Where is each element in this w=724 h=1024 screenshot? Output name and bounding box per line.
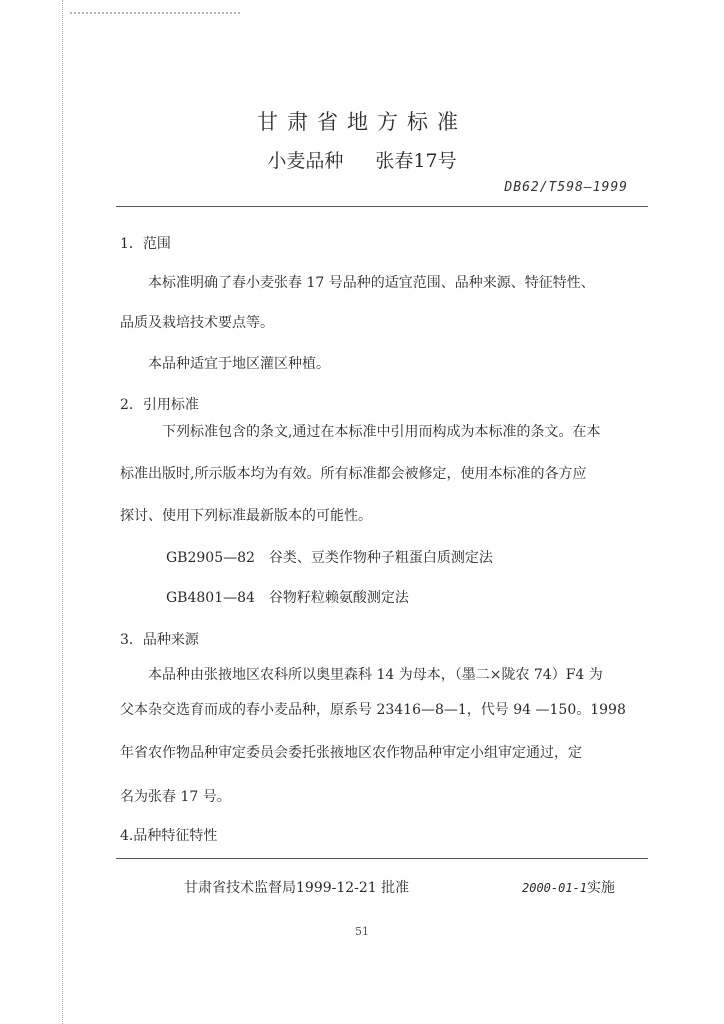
header-divider bbox=[116, 206, 648, 207]
implementation-date: 2000-01-1 bbox=[522, 881, 588, 895]
page-number: 51 bbox=[355, 925, 369, 938]
section-3-paragraph-line: 父本杂交选育而成的春小麦品种，原系号 23416—8—1，代号 94 —150。1998 bbox=[120, 702, 626, 718]
section-2-paragraph-line: 标准出版时,所示版本均为有效。所有标准都会被修定，使用本标准的各方应 bbox=[120, 466, 587, 482]
section-4-heading: 4.品种特征特性 bbox=[120, 828, 218, 844]
subtitle-variety: 张春17号 bbox=[375, 150, 457, 172]
section-3-paragraph-line: 名为张春 17 号。 bbox=[120, 789, 231, 805]
document-title: 甘肃省地方标准 bbox=[257, 110, 467, 134]
section-2-paragraph-line: 下列标准包含的条文,通过在本标准中引用而构成为本标准的条文。在本 bbox=[162, 424, 601, 440]
reference-standard-item: GB4801—84 谷物籽粒赖氨酸测定法 bbox=[166, 590, 409, 606]
footer-divider bbox=[116, 858, 648, 859]
implementation-label: 实施 bbox=[587, 880, 616, 896]
scan-noise-mark bbox=[70, 12, 240, 17]
document-subtitle bbox=[0, 146, 724, 173]
section-2-heading: 2．引用标准 bbox=[120, 397, 199, 413]
section-2-paragraph-line: 探讨、使用下列标准最新版本的可能性。 bbox=[120, 508, 372, 524]
section-1-heading: 1．范围 bbox=[120, 236, 171, 252]
section-3-heading: 3．品种来源 bbox=[120, 632, 199, 648]
section-1-paragraph-line: 品质及栽培技术要点等。 bbox=[120, 315, 274, 331]
section-1-paragraph-line: 本标准明确了春小麦张春 17 号品种的适宜范围、品种来源、特征特性、 bbox=[148, 275, 595, 291]
implementation-statement bbox=[522, 877, 615, 897]
standard-number: DB62/T598—1999 bbox=[504, 180, 628, 195]
subtitle-category: 小麦品种 bbox=[267, 150, 344, 172]
section-1-scope-line: 本品种适宜于地区灌区种植。 bbox=[148, 356, 330, 372]
reference-standard-item: GB2905—82 谷类、豆类作物种子粗蛋白质测定法 bbox=[166, 550, 493, 566]
section-3-paragraph-line: 本品种由张掖地区农科所以奥里森科 14 为母本，（墨二×陇农 74）F4 为 bbox=[148, 667, 603, 683]
approval-statement: 甘肃省技术监督局1999-12-21 批准 bbox=[184, 880, 410, 896]
section-3-paragraph-line: 年省农作物品种审定委员会委托张掖地区农作物品种审定小组审定通过，定 bbox=[120, 745, 582, 761]
